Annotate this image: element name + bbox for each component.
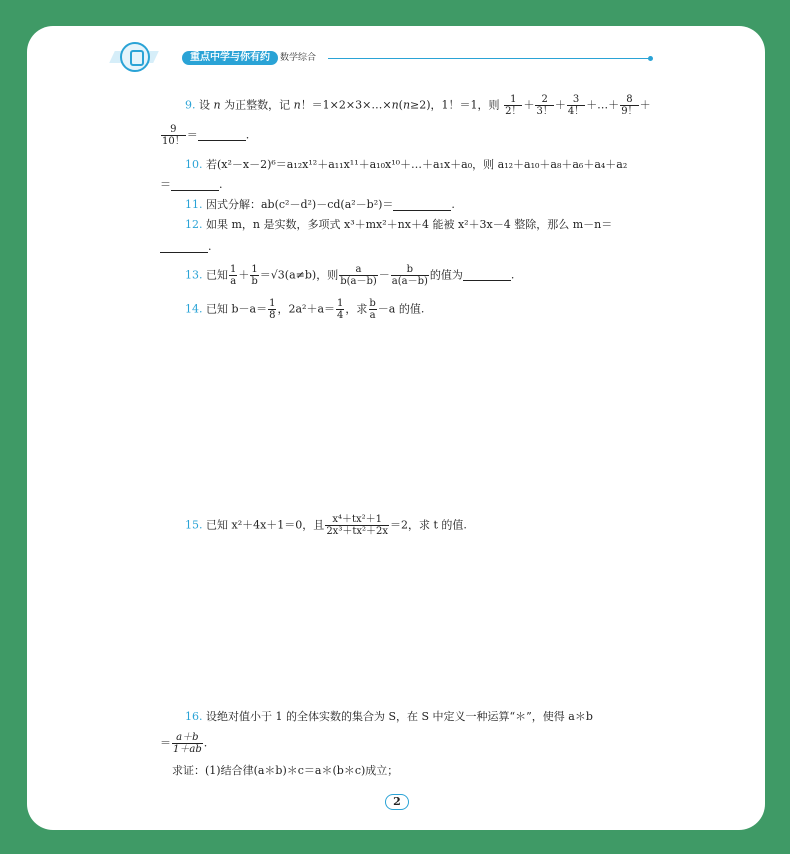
- q9-var: n: [402, 98, 411, 112]
- q13-text: 的值为: [429, 268, 463, 282]
- fraction: $\frac{9}{10!}$: [162, 124, 185, 147]
- q10-text: 若(x²－x－2)⁶＝a₁₂x¹²＋a₁₁x¹¹＋a₁₀x¹⁰＋…＋a₁x＋a₀，则 a₁₂＋a₁₀＋a₈＋a₆＋a₄＋a₂: [206, 158, 628, 171]
- question-16: [185, 710, 593, 724]
- q16-text: 设绝对值小于 1 的全体实数的集合为 S，在 S 中定义一种运算“＊”，使得 a＊b: [206, 710, 593, 723]
- q13-text: 已知: [206, 268, 228, 282]
- fraction: $\frac{1}{8}$: [269, 298, 276, 321]
- q14-text: ，2a²＋a＝: [277, 302, 336, 316]
- question-10: [185, 158, 627, 172]
- question-9-continued: $\frac{9}{10!}$ ＝ .: [162, 124, 250, 147]
- question-11: 11. 因式分解：ab(c²－d²)－cd(a²－b²)＝ .: [185, 198, 455, 211]
- q16-proof-text: 求证：(1)结合律(a＊b)＊c＝a＊(b＊c)成立；: [172, 764, 399, 777]
- header-dot: [648, 56, 653, 61]
- q13-text: ＝√3(a≠b)，则: [259, 268, 339, 282]
- fraction: $\frac{2}{3!}$: [536, 94, 553, 117]
- fraction: $\frac{1}{2!}$: [505, 94, 522, 117]
- page-number: 2: [385, 794, 409, 810]
- fraction: $\frac{b}{a(a-b)}$: [391, 264, 428, 287]
- question-number: 11.: [185, 198, 203, 211]
- question-16-continued: ＝ $\frac{a+b}{1+ab}$ .: [160, 732, 208, 755]
- q9-var: n: [293, 98, 301, 112]
- question-number: 14.: [185, 302, 203, 316]
- q15-text: ＝2，求 t 的值.: [390, 518, 467, 532]
- question-9: 9. 设 n 为正整数，记 n！＝1×2×3×…×n(n≥2)，1！＝1，则 $\frac{1}{2!}$ ＋ $\frac{2}{3!}$ ＋ $\frac{3}{4!}$ ＋…＋ $\frac{8}{9!}$ ＋: [185, 94, 651, 117]
- question-number: 16.: [185, 710, 203, 723]
- answer-blank[interactable]: [393, 200, 451, 211]
- question-number: 15.: [185, 518, 203, 532]
- q14-text: ，求: [345, 302, 368, 316]
- answer-blank[interactable]: [171, 180, 219, 191]
- question-15: [185, 514, 467, 537]
- q15-text: 已知 x²＋4x＋1＝0，且: [206, 518, 325, 532]
- q12-text: 如果 m，n 是实数，多项式 x³＋mx²＋nx＋4 能被 x²＋3x－4 整除，那么 m－n＝: [206, 218, 613, 231]
- q11-text: 因式分解：ab(c²－d²)－cd(a²－b²)＝: [206, 198, 394, 211]
- question-number: 10.: [185, 158, 203, 171]
- q14-text: 已知 b－a＝: [206, 302, 268, 316]
- q9-var: n: [213, 98, 221, 112]
- question-14: [185, 298, 424, 321]
- answer-blank[interactable]: [463, 270, 511, 281]
- q9-var: n: [391, 98, 399, 112]
- question-13: 13. 已知 $\frac{1}{a}$ ＋ $\frac{1}{b}$ ＝√3(a≠b)，则 $\frac{a}{b(a-b)}$ － $\frac{b}{a(a-b)}$ 的值为 .: [185, 264, 515, 287]
- q9-text: ！＝1×2×3×…×: [300, 98, 392, 112]
- q9-text: 设: [199, 98, 214, 112]
- q14-text: －a 的值.: [377, 302, 425, 316]
- subject-label: 数学综合: [280, 53, 317, 63]
- document-page: [27, 26, 765, 830]
- fraction: $\frac{3}{4!}$: [567, 94, 585, 117]
- question-number: 13.: [185, 268, 203, 282]
- question-12-continued: .: [160, 240, 212, 254]
- q9-text: 为正整数，记: [220, 98, 294, 112]
- fraction: $\frac{1}{a}$: [230, 264, 237, 287]
- fraction: $\frac{1}{b}$: [251, 264, 258, 287]
- question-10-continued: ＝ .: [160, 178, 223, 191]
- fraction: $\frac{b}{a}$: [369, 298, 376, 321]
- fraction: $\frac{a+b}{1+ab}$: [173, 732, 202, 755]
- question-16-proof: [172, 764, 398, 778]
- page-header: [120, 46, 680, 68]
- question-number: 9.: [185, 98, 196, 112]
- header-divider: [328, 58, 650, 59]
- fraction: $\frac{8}{9!}$: [621, 94, 638, 117]
- fraction: $\frac{a}{b(a-b)}$: [340, 264, 377, 287]
- answer-blank[interactable]: [198, 130, 246, 141]
- q9-text: ≥2)，1！＝1，则: [410, 98, 500, 112]
- brand-label: 重点中学与你有约: [182, 51, 278, 65]
- fraction: $\frac{\text{x⁴＋tx²＋1}}{\text{2x³＋tx²＋2x}}$: [326, 514, 388, 537]
- question-number: 12.: [185, 218, 203, 231]
- answer-blank[interactable]: [160, 242, 208, 253]
- question-12: [185, 218, 612, 232]
- fraction: $\frac{1}{4}$: [337, 298, 344, 321]
- school-logo-icon: [120, 42, 150, 72]
- q9-text: (: [398, 98, 403, 112]
